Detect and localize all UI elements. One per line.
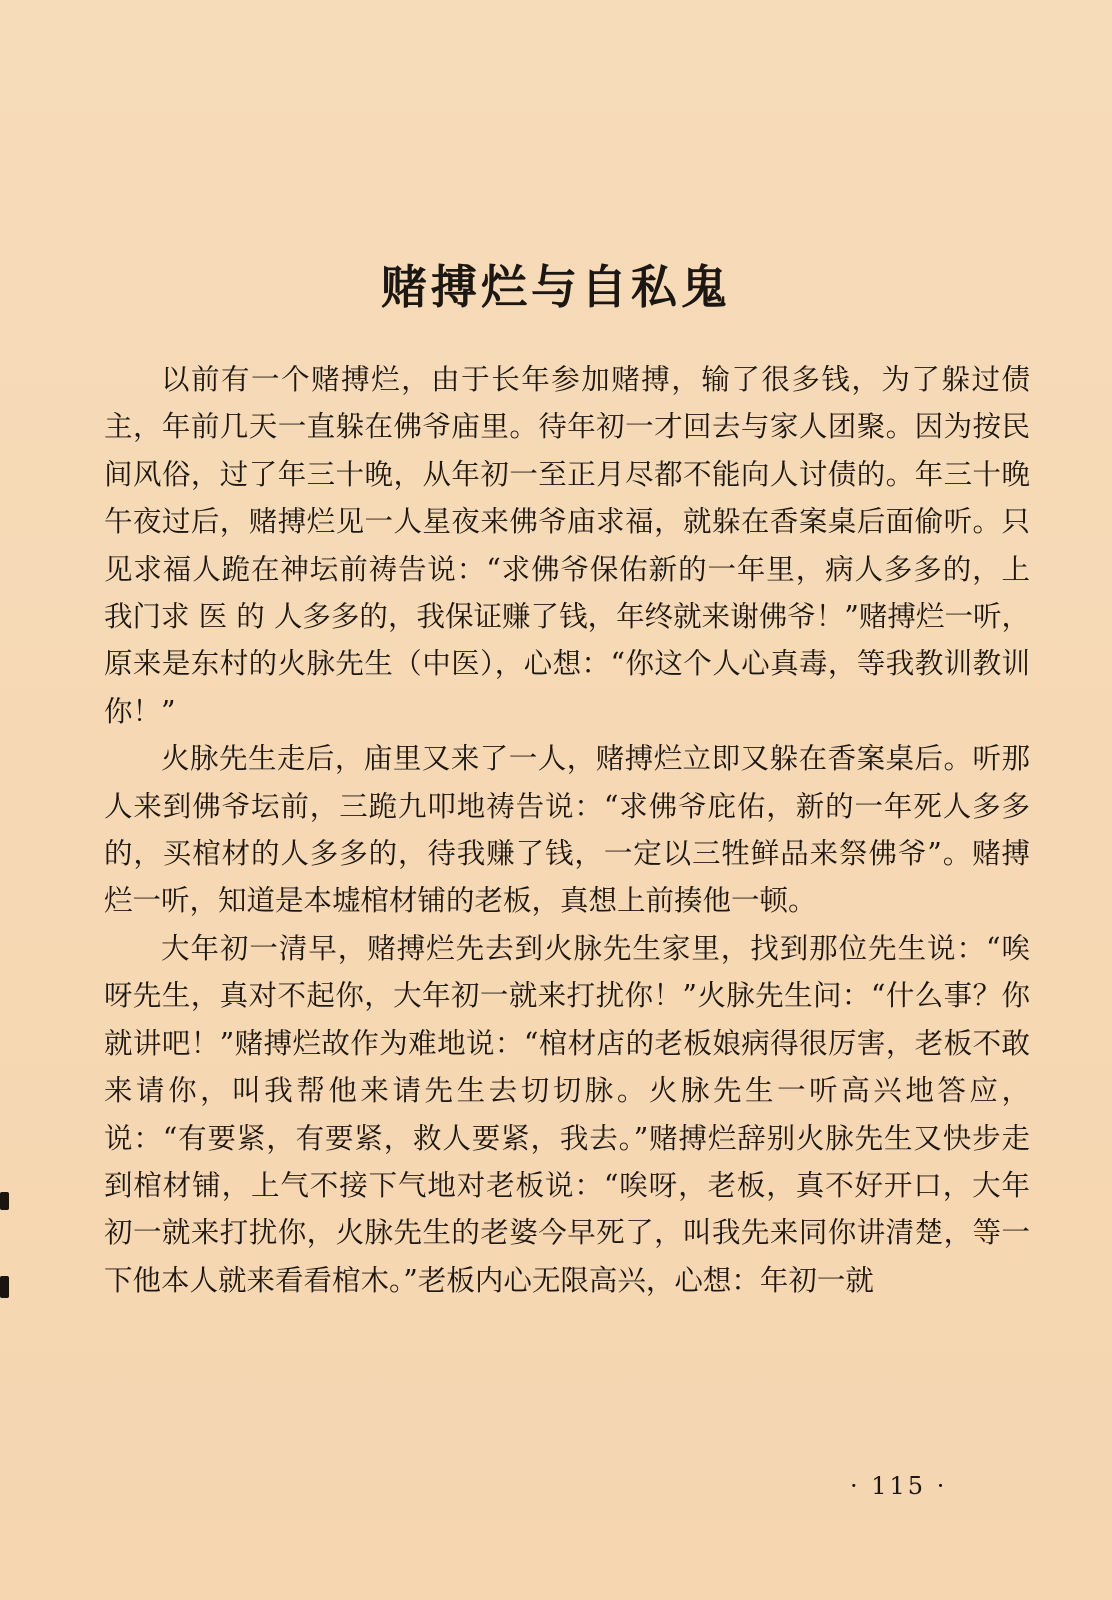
- paragraph: 以前有一个赌搏烂，由于长年参加赌搏，输了很多钱，为了躲过债主，年前几天一直躲在佛爷庙里。待年初一才回去与家人团聚。因为按民间风俗，过了年三十晚，从年初一至正月尽都不能向人讨债的。年三十晚午夜过后，赌搏烂见一人星夜来佛爷庙求福，就躲在香案桌后面偷听。只见求福人跪在神坛前祷告说：“求佛爷保佑新的一年里，病人多多的，上我门求 医 的 人多多的，我保证赚了钱，年终就来谢佛爷！”赌搏烂一听，原来是东村的火脉先生（中医），心想：“你这个人心真毒，等我教训教训你！”: [104, 363, 1030, 728]
- scan-edge-mark: [0, 1276, 9, 1298]
- story-title: 赌搏烂与自私鬼: [381, 259, 731, 314]
- story-body: [104, 356, 1030, 1304]
- paragraph: 大年初一清早，赌搏烂先去到火脉先生家里，找到那位先生说：“唉呀先生，真对不起你，大年初一就来打扰你！”火脉先生问：“什么事？你就讲吧！”赌搏烂故作为难地说：“棺材店的老板娘病得很厉害，老板不敢来请你，叫我帮他来请先生去切切脉。火脉先生一听高兴地答应，说：“有要紧，有要紧，救人要紧，我去。”赌搏烂辞别火脉先生又快步走到棺材铺，上气不接下气地对老板说：“唉呀，老板，真不好开口，大年初一就来打扰你，火脉先生的老婆今早死了，叫我先来同你讲清楚，等一下他本人就来看看棺木。”老板内心无限高兴，心想：年初一就: [104, 931, 1030, 1297]
- scan-edge-mark: [0, 1192, 9, 1210]
- page-number: · 115 ·: [850, 1472, 948, 1500]
- paragraph: 火脉先生走后，庙里又来了一人，赌搏烂立即又躲在香案桌后。听那人来到佛爷坛前，三跪九叩地祷告说：“求佛爷庇佑，新的一年死人多多的，买棺材的人多多的，待我赚了钱，一定以三牲鲜品来祭佛爷”。赌搏烂一听，知道是本墟棺材铺的老板，真想上前揍他一顿。: [104, 742, 1030, 918]
